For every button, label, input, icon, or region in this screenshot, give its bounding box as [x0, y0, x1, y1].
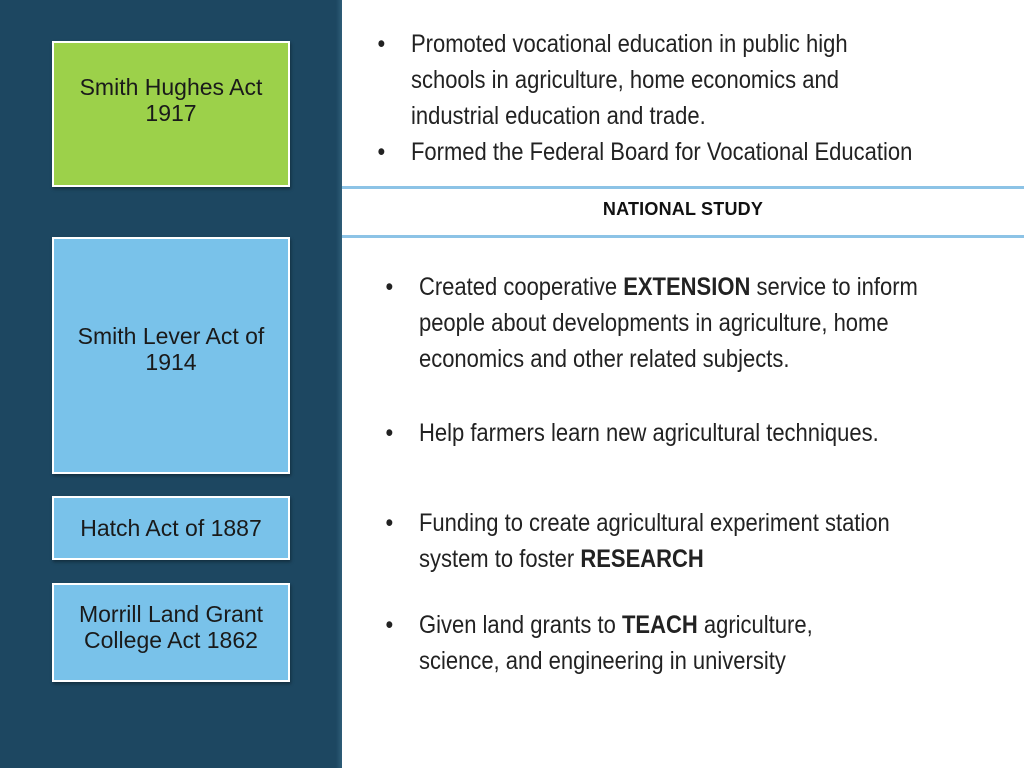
act-label-smith-lever: Smith Lever Act of 1914	[77, 322, 265, 375]
bullet-text	[419, 269, 918, 377]
bullet-text-part: Given land grants to	[418, 611, 622, 639]
bullet-text-part: service to inform people about developments in agriculture, home economics and other related subjects.	[418, 273, 918, 373]
bullet-marker: •	[377, 30, 386, 58]
bullet-marker: •	[385, 611, 394, 639]
divider-top	[342, 186, 1024, 189]
smith-lever-bullets	[382, 269, 991, 451]
bullet-text: Formed the Federal Board for Vocational Education	[410, 138, 913, 166]
bullet-marker: •	[377, 138, 386, 166]
bullet-marker: •	[385, 273, 394, 301]
list-item	[382, 505, 890, 577]
act-label-smith-hughes: Smith Hughes Act 1917	[79, 74, 263, 126]
act-box-morrill	[52, 583, 290, 682]
bullet-text	[419, 505, 890, 577]
list-item	[374, 26, 912, 134]
morrill-bullets	[382, 607, 871, 679]
sidebar-edge	[336, 0, 342, 768]
bullet-text-part: agriculture, science, and engineering in university	[418, 611, 813, 675]
smith-hughes-bullets	[374, 26, 986, 170]
bullet-text	[419, 607, 813, 679]
bullet-text: Help farmers learn new agricultural techniques.	[418, 419, 879, 447]
bullet-text-part: Created cooperative	[418, 273, 624, 301]
extension-emphasis: EXTENSION	[623, 273, 751, 301]
hatch-bullets	[382, 505, 959, 577]
bullet-marker: •	[385, 419, 394, 447]
act-box-smith-hughes	[52, 41, 290, 187]
research-emphasis: RESEARCH	[580, 545, 704, 573]
list-item	[374, 134, 912, 170]
act-label-morrill: Morrill Land Grant College Act 1862	[78, 600, 264, 653]
bullet-text-part: Funding to create agricultural experiment station system to foster	[418, 509, 890, 573]
list-item	[382, 607, 813, 679]
act-box-hatch	[52, 496, 290, 560]
list-item	[382, 269, 918, 377]
list-item	[382, 415, 918, 451]
national-study-heading: NATIONAL STUDY	[602, 199, 764, 219]
act-box-smith-lever	[52, 237, 290, 474]
act-label-hatch: Hatch Act of 1887	[80, 515, 262, 541]
teach-emphasis: TEACH	[621, 611, 698, 639]
bullet-text: Promoted vocational education in public high schools in agriculture, home economics and industrial education and trade.	[410, 30, 848, 130]
bullet-marker: •	[385, 509, 394, 537]
divider-bottom	[342, 235, 1024, 238]
